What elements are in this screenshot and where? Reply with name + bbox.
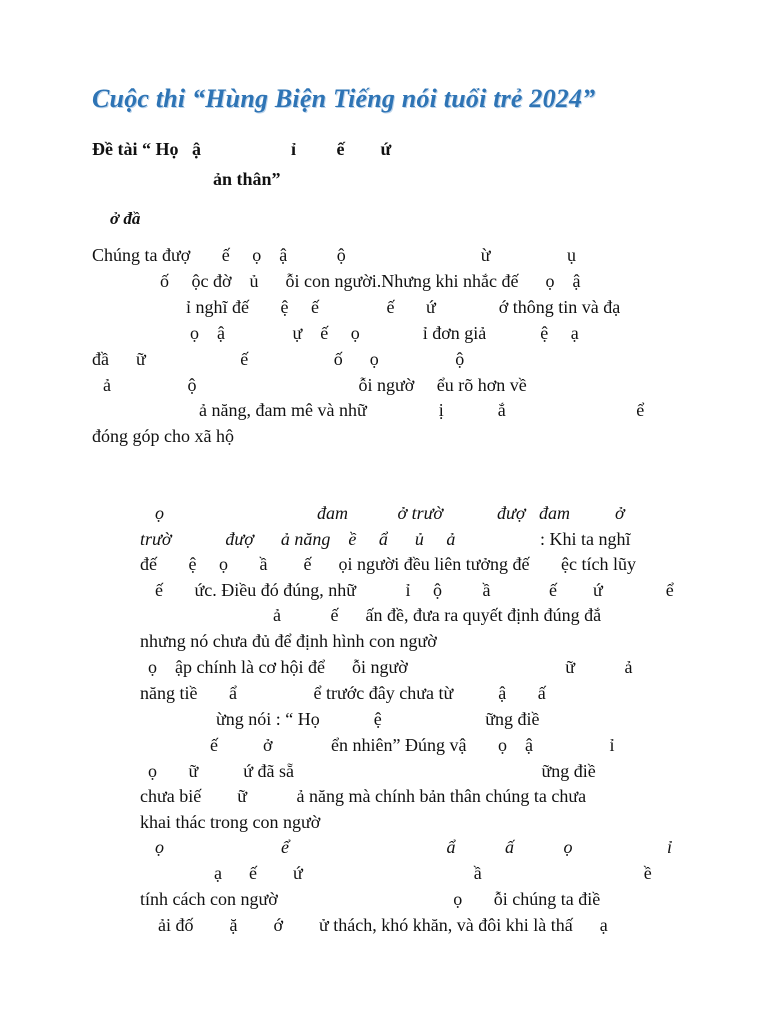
p2-line: ải đố ặ ớ ử thách, khó khăn, và đôi khi là thấ ạ: [158, 915, 608, 935]
p2-line: : Khi ta nghĩ: [540, 529, 631, 549]
p1-line: ố ộc đờ ủ ỗi con người.Nhưng khi nhắc đế ọ ậ: [160, 271, 581, 291]
p2-line: chưa biế ữ ả năng mà chính bản thân chúng ta chưa: [140, 786, 587, 806]
p1-line: ọ ậ ự ế ọ ỉ đơn giả ệ ạ: [190, 323, 579, 343]
p2-line: ọ đam ở trườ đượ đam ở: [155, 503, 625, 523]
p2-line: ả ế ấn đề, đưa ra quyết định đúng đắ: [273, 605, 602, 625]
section-heading: ở đầ: [110, 209, 141, 228]
p1-line: đóng góp cho xã hộ: [92, 426, 234, 446]
p2-line: năng tiề ẩ ể trước đây chưa từ ậ ấ: [140, 683, 546, 703]
p2-line: ế ở ển nhiên” Đúng vậ ọ ậ ỉ: [210, 735, 615, 755]
p2-line: tính cách con ngườ ọ ỗi chúng ta điề: [140, 889, 601, 909]
p1-line: ả năng, đam mê và nhữ ị ắ ể: [199, 400, 645, 420]
p2-line: đế ệ ọ ầ ế ọi người đều liên tưởng đế ệc tích lũy: [140, 554, 636, 574]
p2-line: nhưng nó chưa đủ để định hình con ngườ: [140, 631, 437, 651]
topic-line-2: ản thân”: [213, 169, 281, 189]
p2-line: ừng nói : “ Họ ệ ững điề: [216, 709, 540, 729]
p2-line: trườ đượ ả năng ề ẩ ủ ả: [140, 529, 456, 549]
p1-line: ả ộ ỗi ngườ ểu rõ hơn về: [103, 375, 527, 395]
p1-line: Chúng ta đượ ế ọ ậ ộ ừ ụ: [92, 245, 577, 265]
p2-line: ọ ập chính là cơ hội để ỗi ngườ ữ ả: [148, 657, 633, 677]
p2-line: ế ức. Điều đó đúng, nhữ ỉ ộ ầ ế ứ ể: [155, 580, 674, 600]
p1-line: đầ ữ ế ố ọ ộ: [92, 349, 465, 369]
p2-line: ọ ể ẩ ấ ọ ỉ: [155, 837, 672, 857]
topic-line-1: Đề tài “ Họ ậ ỉ ế ứ: [92, 139, 392, 159]
p2-line: khai thác trong con ngườ: [140, 812, 321, 832]
document-title: Cuộc thi “Hùng Biện Tiếng nói tuổi trẻ 2024”: [92, 84, 596, 113]
p2-line: ọ ữ ứ đã sẵ ững điề: [148, 761, 596, 781]
p2-line: ạ ế ứ ầ ề: [214, 863, 652, 883]
p1-line: ỉ nghĩ đế ệ ế ế ứ ớ thông tin và đạ: [186, 297, 621, 317]
